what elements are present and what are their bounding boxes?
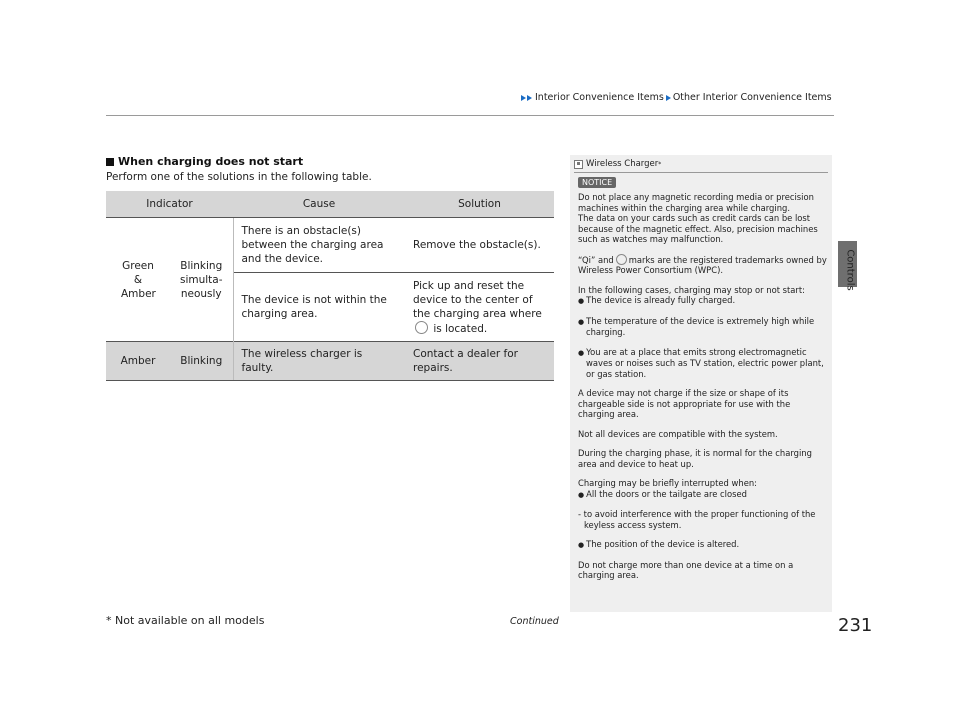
sidebar-paragraph: Charging may be briefly interrupted when: [578, 478, 757, 488]
arrow-icon [521, 95, 526, 101]
list-item: ● The device is already fully charged. [578, 295, 828, 307]
indicator-text: Green & Amber [121, 259, 156, 300]
breadcrumb-part1[interactable]: Interior Convenience Items [535, 92, 664, 103]
sidebar-paragraph [578, 254, 828, 276]
cell-cause: The wireless charger is faulty. [233, 342, 405, 381]
qi-icon [616, 254, 627, 265]
solution-text-b: is located. [433, 322, 488, 335]
state-text: Blinking simulta-neously [179, 259, 223, 300]
reference-icon [574, 160, 583, 169]
sidebar-paragraph: Do not charge more than one device at a time on a charging area. [578, 559, 794, 580]
trademark-text-a: “Qi” and [578, 254, 614, 265]
cell-solution: Remove the obstacle(s). [405, 218, 554, 273]
cell-solution: Contact a dealer for repairs. [405, 342, 554, 381]
section-heading-text: When charging does not start [118, 155, 304, 168]
sidebar-paragraph: The data on your cards such as credit cards can be lost because of the magnetic effect. Also, precision machines such as watches may malfunction. [578, 213, 818, 244]
sidebar-paragraph: Not all devices are compatible with the system. [578, 428, 778, 439]
trademark-text-b: marks are the registered trademarks owned by Wireless Power Consortium (WPC). [578, 254, 827, 275]
list-item: - to avoid interference with the proper functioning of the keyless access system. [578, 509, 816, 530]
sidebar-title-mark: * [658, 160, 662, 168]
breadcrumb-part2[interactable]: Other Interior Convenience Items [672, 92, 832, 103]
sidebar-body [578, 192, 828, 590]
square-bullet-icon [106, 158, 114, 166]
list-item: ● You are at a place that emits strong electromagnetic waves or noises such as TV station, electric power plant, or gas station. [578, 347, 828, 380]
sidebar-paragraph: A device may not charge if the size or shape of its chargeable side is not appropriate for use with the charging area. [578, 388, 791, 419]
header-cause: Cause [233, 191, 405, 218]
header-solution: Solution [405, 191, 554, 218]
cell-cause: There is an obstacle(s) between the charging area and the device. [233, 218, 405, 273]
sidebar-paragraph: In the following cases, charging may stop or not start: [578, 284, 805, 295]
qi-icon [415, 321, 428, 334]
continued-label: Continued [510, 616, 559, 627]
table-header-row [106, 191, 554, 218]
solution-text-a: Pick up and reset the device to the center of the charging area where [413, 279, 542, 320]
intro-text: Perform one of the solutions in the following table. [106, 171, 372, 183]
side-tab-label: Controls [844, 249, 856, 291]
sidebar-paragraph: During the charging phase, it is normal for the charging area and device to heat up. [578, 448, 812, 469]
cell-indicator [106, 218, 170, 342]
cell-state [170, 218, 233, 342]
arrow-icon [666, 95, 671, 101]
cell-cause: The device is not within the charging area. [241, 294, 387, 320]
cell-indicator: Amber [106, 342, 170, 381]
page-number: 231 [838, 615, 873, 636]
breadcrumb [521, 92, 832, 103]
table-row [106, 218, 554, 273]
sidebar-title[interactable] [574, 159, 661, 169]
cell-solution [405, 273, 554, 342]
sidebar-title-text: Wireless Charger [586, 159, 659, 169]
cell-state: Blinking [170, 342, 233, 381]
sidebar-note [570, 155, 832, 612]
footnote: * Not available on all models [106, 614, 265, 627]
sidebar-divider [574, 172, 828, 173]
sidebar-paragraph: Do not place any magnetic recording media or precision machines within the charging area while charging. [578, 192, 814, 213]
notice-badge: NOTICE [578, 177, 616, 188]
list-item: ● All the doors or the tailgate are closed [578, 489, 828, 501]
list-item: ● The temperature of the device is extremely high while charging. [578, 316, 828, 338]
list-item: ● The position of the device is altered. [578, 539, 828, 551]
section-heading [106, 155, 303, 168]
solutions-table [106, 191, 554, 381]
header-divider [106, 115, 834, 116]
header-indicator: Indicator [106, 191, 233, 218]
table-row [106, 342, 554, 381]
arrow-icon [527, 95, 532, 101]
